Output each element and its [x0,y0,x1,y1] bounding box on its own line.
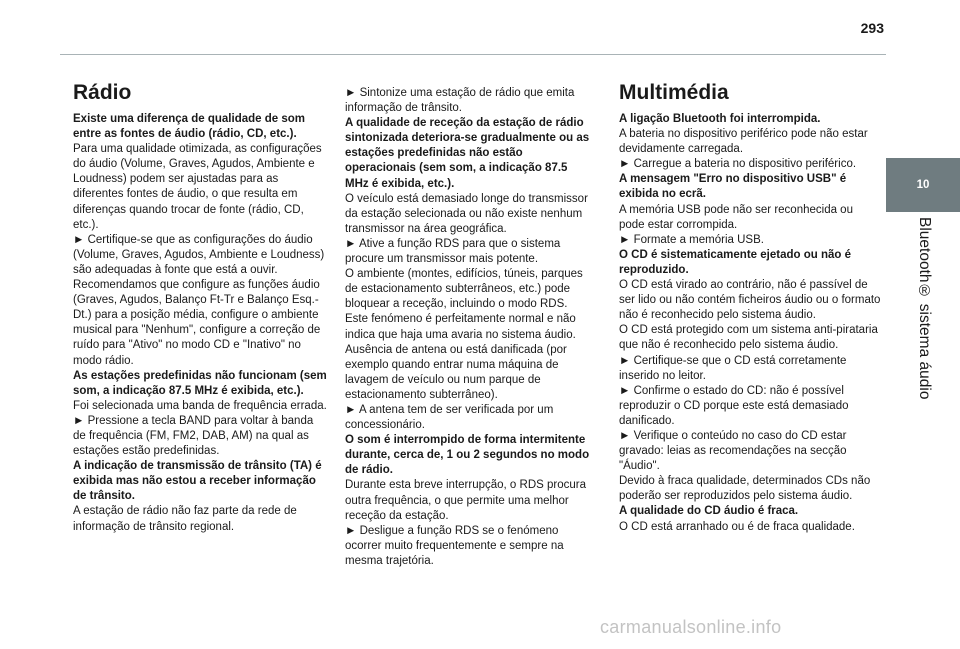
question-heading: A ligação Bluetooth foi interrompida. [619,113,821,125]
chapter-tab-number: 10 [886,158,960,212]
paragraph: ► Certifique-se que as configurações do áudio (Volume, Graves, Agudos, Ambiente e Loudness) são adequadas à fonte que está a ouvir. Recomendamos que configure as funções áudio (Graves, Agudos, Balanço Ft-Tr e Balanço Esq.-Dt.) para a posição média, configure o ambiente musical para "Nenhum", configure a correção de ruído para "Ativo" no modo CD e "Inativo" no modo rádio. [73,233,325,367]
paragraph: A memória USB pode não ser reconhecida ou pode estar corrompida. [619,203,853,231]
question-heading: O som é interrompido de forma intermitente durante, cerca de, 1 ou 2 segundos no modo de rádio. [345,434,590,477]
section-heading-radio: Rádio [73,81,132,104]
header-divider [60,54,886,55]
paragraph: A estação de rádio não faz parte da rede de informação de trânsito regional. [73,505,297,533]
paragraph: ► Desligue a função RDS se o fenómeno ocorrer muito frequentemente e sempre na mesma trajetória. [345,524,564,567]
paragraph: ► Formate a memória USB. [619,233,764,246]
section-heading-multimedia: Multimédia [619,81,729,104]
paragraph: ► Carregue a bateria no dispositivo periférico. [619,158,857,171]
column-body [345,86,590,569]
paragraph: ► Verifique o conteúdo no caso do CD estar gravado: leias as recomendações na secção "Áudio". [619,429,847,473]
column-multimedia [619,80,881,535]
paragraph: ► Sintonize uma estação de rádio que emita informação de trânsito. [345,87,575,115]
question-heading: O CD é sistematicamente ejetado ou não é reproduzido. [619,248,851,276]
paragraph: ► Ative a função RDS para que o sistema procure um transmissor mais potente. [345,237,561,266]
paragraph: Devido à fraca qualidade, determinados CDs não poderão ser reproduzidos pelo sistema áudio. [619,475,871,503]
paragraph: O CD está protegido com um sistema anti-pirataria que não é reconhecido pelo sistema áudio. [619,324,878,352]
paragraph: O ambiente (montes, edifícios, túneis, parques de estacionamento subterrâneos, etc.) pode bloquear a receção, incluindo o modo RDS. Este fenómeno é perfeitamente normal e não indica que haja uma avaria no sistema áudio. [345,268,583,341]
question-heading: Existe uma diferença de qualidade de som entre as fontes de áudio (rádio, CD, etc.). [73,113,305,141]
paragraph: ► A antena tem de ser verificada por um concessionário. [345,403,554,432]
paragraph: Foi selecionada uma banda de frequência errada. [73,399,327,412]
paragraph: Ausência de antena ou está danificada (por exemplo quando entrar numa máquina de lavagem de veículo ou num parque de estacionamento subterrâneo). [345,343,567,401]
question-heading: As estações predefinidas não funcionam (sem som, a indicação 87.5 MHz é exibida, etc.). [73,369,327,397]
paragraph: ► Certifique-se que o CD está corretamente inserido no leitor. [619,354,847,382]
watermark: carmanualsonline.info [600,617,782,637]
paragraph: Durante esta breve interrupção, o RDS procura outra frequência, o que permite uma melhor receção da estação. [345,479,586,522]
column-radio [73,80,328,535]
paragraph: O veículo está demasiado longe do transmissor da estação selecionada ou não existe nenhum transmissor na área geográfica. [345,192,588,235]
paragraph: Para uma qualidade otimizada, as configurações do áudio (Volume, Graves, Agudos, Ambiente e Loudness) podem ser ajustadas para as diferentes fontes de áudio, o que resulta em diferenças quando trocar de fonte (rádio, CD, etc.). [73,143,322,231]
paragraph: ► Pressione a tecla BAND para voltar à banda de frequência (FM, FM2, DAB, AM) na qual as estações estão predefinidas. [73,414,314,458]
paragraph: ► Confirme o estado do CD: não é possível reproduzir o CD porque este está demasiado danificado. [619,384,849,427]
paragraph: A bateria no dispositivo periférico pode não estar devidamente carregada. [619,128,868,156]
paragraph: O CD está arranhado ou é de fraca qualidade. [619,520,855,533]
question-heading: A qualidade do CD áudio é fraca. [619,505,799,518]
page-number: 293 [860,20,884,36]
question-heading: A qualidade de receção da estação de rádio sintonizada deteriora-se gradualmente ou as estações predefinidas não estão operacionais (sem som, a indicação 87.5 MHz é exibida, etc.). [345,117,590,190]
question-heading: A indicação de transmissão de trânsito (TA) é exibida mas não estou a receber informação de trânsito. [73,460,322,503]
chapter-side-label [915,217,933,587]
paragraph: O CD está virado ao contrário, não é passível de ser lido ou não contém ficheiros áudio ou o formato não é reconhecido pelo sistema áudio. [619,279,881,322]
column-body [619,112,881,535]
chapter-title: Bluetooth® sistema áudio [916,217,933,400]
column-body [73,112,328,535]
column-radio-continued [345,86,590,569]
question-heading: A mensagem "Erro no dispositivo USB" é exibida no ecrã. [619,173,847,201]
